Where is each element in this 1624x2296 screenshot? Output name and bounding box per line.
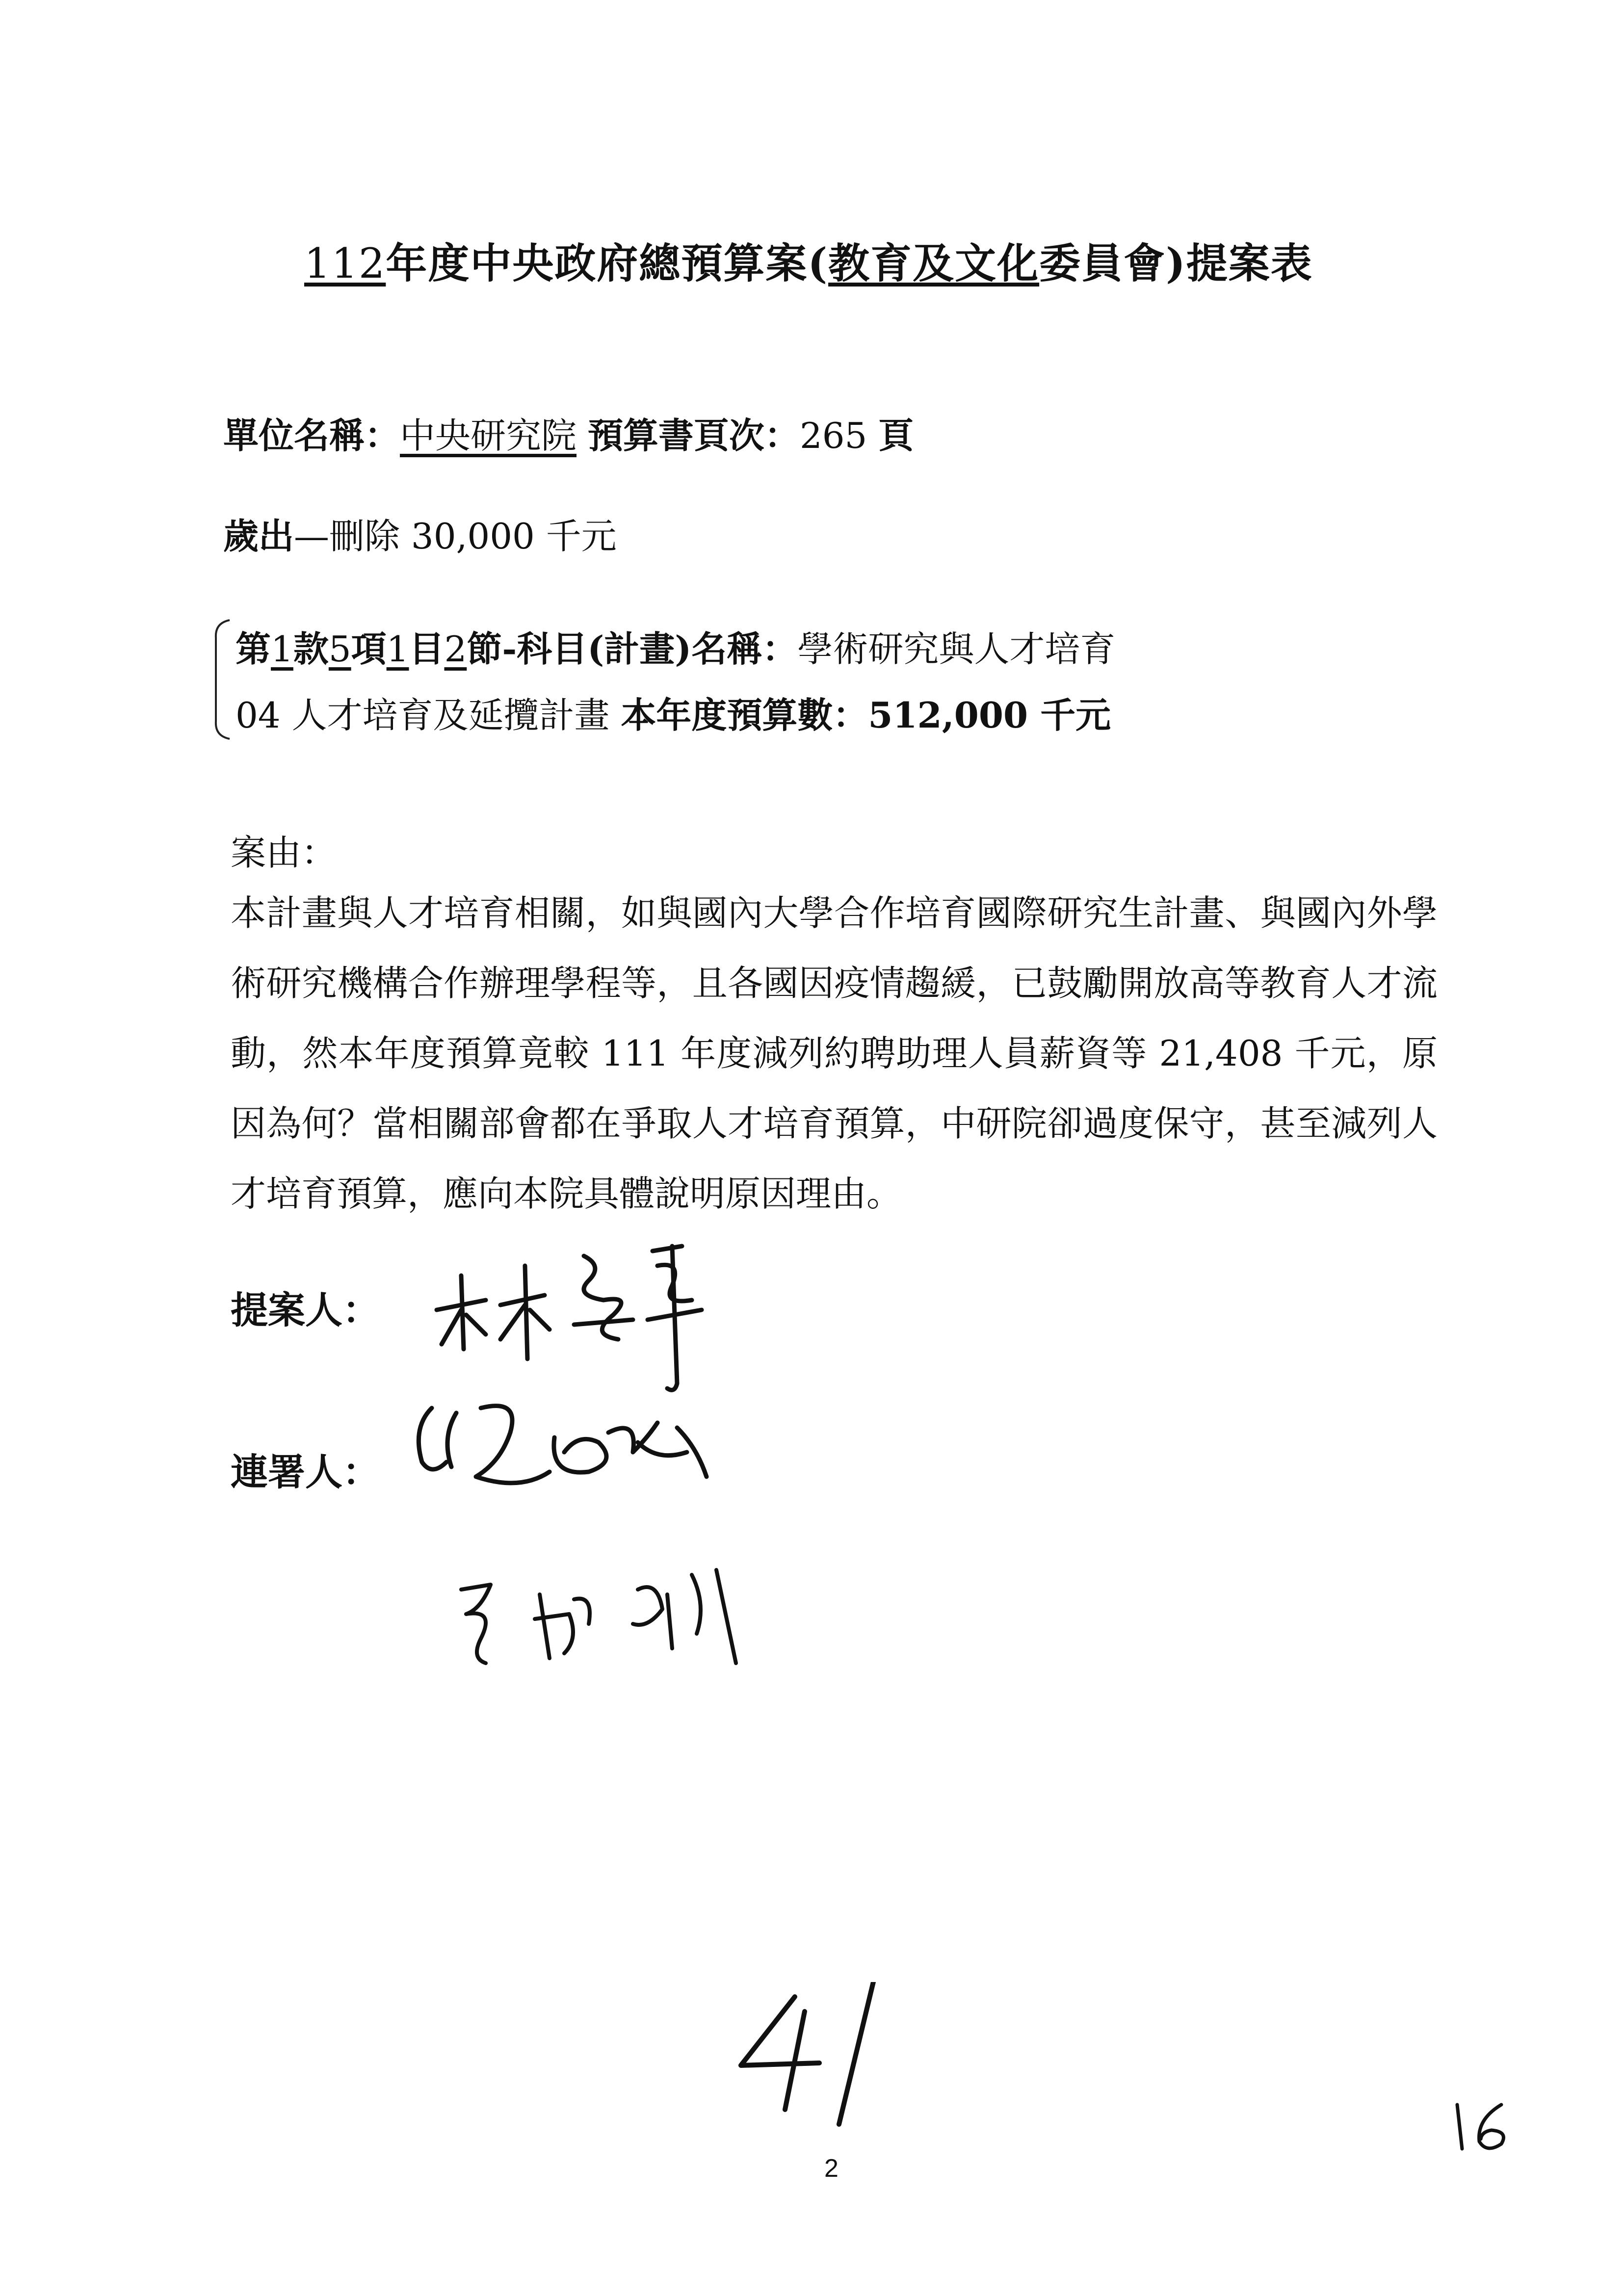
section-prefix: 第 xyxy=(236,628,271,670)
expenditure-cut-line xyxy=(223,508,617,559)
bracket-decoration xyxy=(211,618,231,741)
section-line-2 xyxy=(236,687,1111,738)
title-mid: 年度中央政府總預算案( xyxy=(386,239,829,287)
section-name: 學術研究與人才培育 xyxy=(797,628,1116,670)
title-tail: 委員會)提案表 xyxy=(1039,239,1313,287)
section-jie: 2 xyxy=(444,628,467,670)
handwritten-number-41 xyxy=(726,1982,922,2129)
cosigner-signature-2 xyxy=(451,1560,765,1673)
proposer-label: 提案人： xyxy=(231,1288,380,1332)
expenditure-label: 歲出 xyxy=(223,515,294,557)
budget-page-value: 265 xyxy=(799,415,867,456)
section-mu: 1 xyxy=(386,628,409,670)
section-mu-label: 目 xyxy=(409,628,445,670)
section-kuan: 1 xyxy=(271,628,293,670)
section-kuan-label: 款 xyxy=(293,628,329,670)
page-number: 2 xyxy=(824,2154,838,2183)
budget-page-unit: 頁 xyxy=(878,415,914,456)
unit-label: 單位名稱： xyxy=(223,415,400,456)
plan-name: 04 人才培育及延攬計畫 xyxy=(236,695,610,736)
title-year: 112 xyxy=(304,239,386,287)
unit-value: 中央研究院 xyxy=(400,415,577,456)
reason-label: 案由： xyxy=(231,832,337,873)
title-committee: 教育及文化 xyxy=(828,239,1040,287)
reason-body: 本計畫與人才培育相關，如與國內大學合作培育國際研究生計畫、與國內外學術研究機構合作辦理學程等，且各國因疫情趨緩，已鼓勵開放高等教育人才流動，然本年度預算竟較 111 年度減列約聘助理人員薪資等 21,408 千元，原因為何？當相關部會都在爭取人才培育預算，中研院卻過度保守，甚至減列人才培育預算，應向本院具體說明原因理由。 xyxy=(231,892,1438,1214)
cosigner-signature-1 xyxy=(402,1379,746,1506)
handwritten-number-16 xyxy=(1447,2100,1526,2159)
budget-page-label: 預算書頁次： xyxy=(587,415,800,456)
section-xiang-label: 項 xyxy=(351,628,387,670)
unit-line xyxy=(223,407,914,458)
section-line-1 xyxy=(236,621,1115,672)
annual-budget: 本年度預算數：512,000 千元 xyxy=(621,694,1111,736)
page-title xyxy=(304,231,1384,290)
section-jie-label: 節-科目(計畫)名稱： xyxy=(467,628,798,670)
cut-amount: —刪除 30,000 千元 xyxy=(294,516,617,557)
section-xiang: 5 xyxy=(328,628,351,670)
cosigner-label: 連署人： xyxy=(231,1450,380,1494)
proposer-signature xyxy=(427,1236,770,1398)
